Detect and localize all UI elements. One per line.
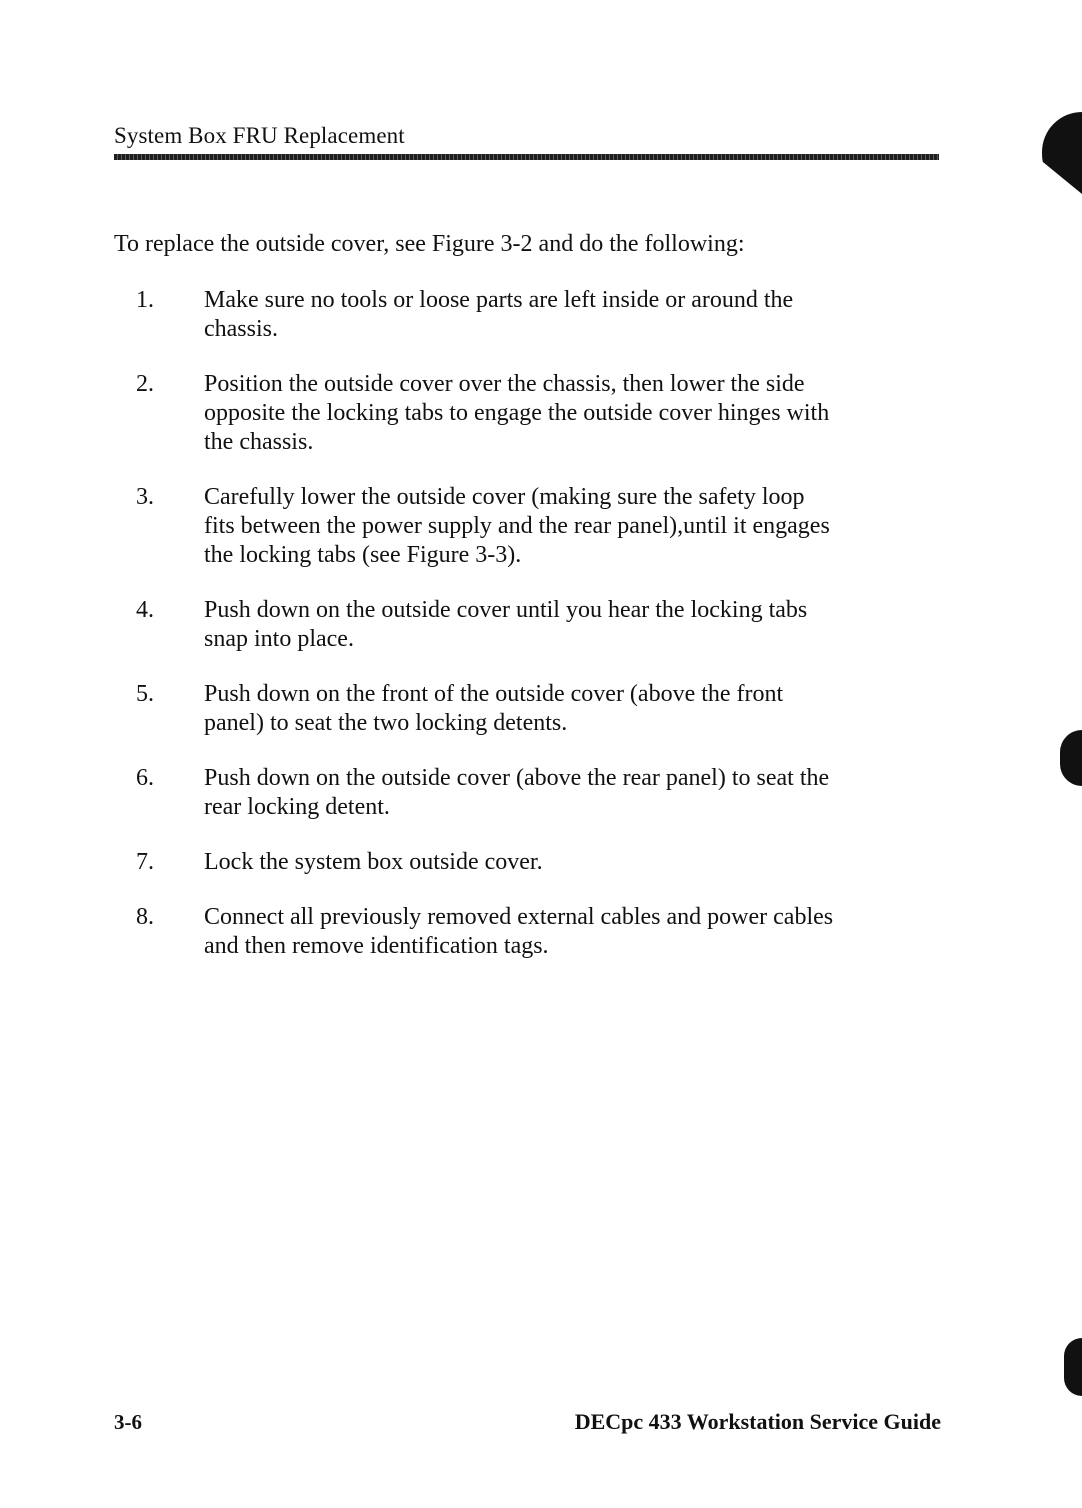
- step-text: Lock the system box outside cover.: [204, 849, 543, 875]
- step-number: 7.: [136, 849, 154, 875]
- step-number: 8.: [136, 904, 154, 930]
- step-text: Push down on the outside cover until you hear the locking tabs snap into place.: [204, 597, 808, 652]
- step-number: 3.: [136, 484, 154, 510]
- step-text: Make sure no tools or loose parts are left inside or around the chassis.: [204, 287, 794, 342]
- step-number: 5.: [136, 681, 154, 707]
- step-text: Position the outside cover over the chassis, then lower the side opposite the locking tabs to engage the outside cover hinges with the chassis.: [204, 371, 830, 455]
- step-item: [114, 483, 834, 570]
- step-text: Push down on the front of the outside cover (above the front panel) to seat the two locking detents.: [204, 681, 784, 736]
- step-number: 1.: [136, 287, 154, 313]
- header-rule: [114, 154, 939, 160]
- step-number: 2.: [136, 371, 154, 397]
- step-item: [114, 596, 834, 654]
- page-header-title: System Box FRU Replacement: [114, 123, 405, 148]
- step-number: 6.: [136, 765, 154, 791]
- scan-edge-mark-bottom: [1064, 1338, 1082, 1396]
- step-text: Push down on the outside cover (above the rear panel) to seat the rear locking detent.: [204, 765, 830, 820]
- step-item: [114, 286, 834, 344]
- step-item: [114, 370, 834, 457]
- step-text: Carefully lower the outside cover (making sure the safety loop fits between the power supply and the rear panel),until it engages the locking tabs (see Figure 3-3).: [204, 484, 830, 568]
- step-item: [114, 680, 834, 738]
- steps-list: [114, 286, 834, 987]
- step-item: [114, 764, 834, 822]
- intro-paragraph: To replace the outside cover, see Figure 3-2 and do the following:: [114, 231, 745, 257]
- step-item: [114, 848, 834, 877]
- step-item: [114, 903, 834, 961]
- footer-book-title: DECpc 433 Workstation Service Guide: [574, 1409, 941, 1434]
- scan-edge-mark-top: [1042, 112, 1082, 194]
- scan-edge-mark-middle: [1060, 730, 1082, 786]
- step-text: Connect all previously removed external cables and power cables and then remove identification tags.: [204, 904, 834, 959]
- footer-page-number: 3-6: [114, 1410, 142, 1434]
- step-number: 4.: [136, 597, 154, 623]
